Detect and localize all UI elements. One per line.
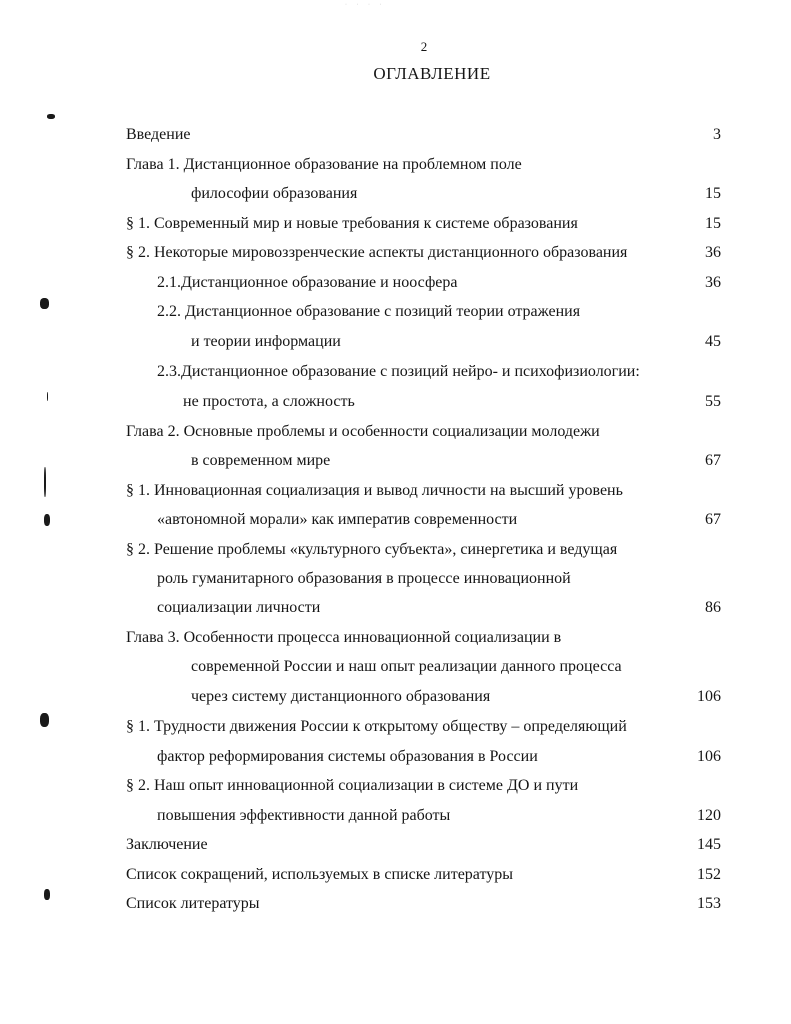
- toc-page-ch2: 67: [705, 452, 721, 469]
- toc-entry-ch3-s1-line1: § 1. Трудности движения России к открытому обществу – определяющий: [126, 718, 627, 735]
- page-number: 2: [420, 39, 428, 54]
- toc-page-bibliography: 153: [697, 895, 721, 912]
- toc-entry-ch1-line2: философии образования: [191, 185, 358, 202]
- toc-entry-bibliography: Список литературы: [126, 895, 260, 912]
- toc-entry-ch1-s2-1: 2.1.Дистанционное образование и ноосфера: [157, 274, 458, 291]
- toc-entry-ch3-line2: современной России и наш опыт реализации данного процесса: [191, 658, 622, 675]
- scan-noise: · · · ·: [345, 2, 386, 8]
- scan-speck: [47, 392, 48, 401]
- toc-entry-ch1-s2-3-line1: 2.3.Дистанционное образование с позиций нейро- и психофизиологии:: [157, 363, 640, 380]
- toc-page-ch1-s2-3: 55: [705, 393, 721, 410]
- toc-entry-ch1-s2: § 2. Некоторые мировоззренческие аспекты дистанционного образования: [126, 244, 628, 261]
- toc-page-ch1-s2: 36: [705, 244, 721, 261]
- toc-entry-ch2-s2-line1: § 2. Решение проблемы «культурного субъекта», синергетика и ведущая: [126, 541, 618, 558]
- toc-entry-ch1-s2-2-line2: и теории информации: [191, 333, 341, 350]
- toc-entry-ch2-s1-line1: § 1. Инновационная социализация и вывод личности на высший уровень: [126, 482, 623, 499]
- toc-entry-ch2-s1-line2: «автономной морали» как императив современности: [157, 511, 518, 528]
- scan-speck: [44, 514, 50, 526]
- toc-entry-ch2-s2-line3: социализации личности: [157, 599, 321, 616]
- toc-entry-ch2-line1: Глава 2. Основные проблемы и особенности социализации молодежи: [126, 423, 600, 440]
- toc-page-abbreviations: 152: [697, 866, 721, 883]
- toc-entry-ch3-line1: Глава 3. Особенности процесса инновационной социализации в: [126, 629, 562, 646]
- toc-entry-ch3-line3: через систему дистанционного образования: [191, 688, 491, 705]
- scan-speck: [44, 467, 46, 497]
- toc-page-ch3-s2: 120: [697, 807, 721, 824]
- toc-entry-ch1-line1: Глава 1. Дистанционное образование на проблемном поле: [126, 156, 522, 173]
- toc-entry-ch2-line2: в современном мире: [191, 452, 331, 469]
- toc-page-ch1-s1: 15: [705, 215, 721, 232]
- scan-speck: [40, 713, 49, 727]
- toc-page-conclusion: 145: [697, 836, 721, 853]
- toc-entry-ch1-s1: § 1. Современный мир и новые требования к системе образования: [126, 215, 578, 232]
- toc-page-ch3-s1: 106: [697, 748, 721, 765]
- scan-speck: [47, 114, 55, 119]
- toc-entry-conclusion: Заключение: [126, 836, 208, 853]
- toc-page-ch2-s2: 86: [705, 599, 721, 616]
- toc-page-intro: 3: [713, 126, 721, 143]
- scan-speck: [44, 889, 50, 900]
- toc-page-ch1-s2-1: 36: [705, 274, 721, 291]
- page-title: ОГЛАВЛЕНИЕ: [373, 64, 491, 83]
- toc-entry-ch1-s2-3-line2: не простота, а сложность: [183, 393, 355, 410]
- scan-speck: [40, 298, 49, 309]
- toc-page-ch2-s1: 67: [705, 511, 721, 528]
- toc-entry-ch3-s2-line1: § 2. Наш опыт инновационной социализации в системе ДО и пути: [126, 777, 579, 794]
- toc-page-ch1: 15: [705, 185, 721, 202]
- toc-entry-ch3-s2-line2: повышения эффективности данной работы: [157, 807, 451, 824]
- toc-entry-ch1-s2-2-line1: 2.2. Дистанционное образование с позиций теории отражения: [157, 303, 581, 320]
- toc-entry-ch2-s2-line2: роль гуманитарного образования в процессе инновационной: [157, 570, 571, 587]
- toc-page-ch1-s2-2: 45: [705, 333, 721, 350]
- toc-entry-abbreviations: Список сокращений, используемых в списке литературы: [126, 866, 514, 883]
- toc-entry-intro: Введение: [126, 126, 191, 143]
- toc-entry-ch3-s1-line2: фактор реформирования системы образования в России: [157, 748, 538, 765]
- toc-page-ch3: 106: [697, 688, 721, 705]
